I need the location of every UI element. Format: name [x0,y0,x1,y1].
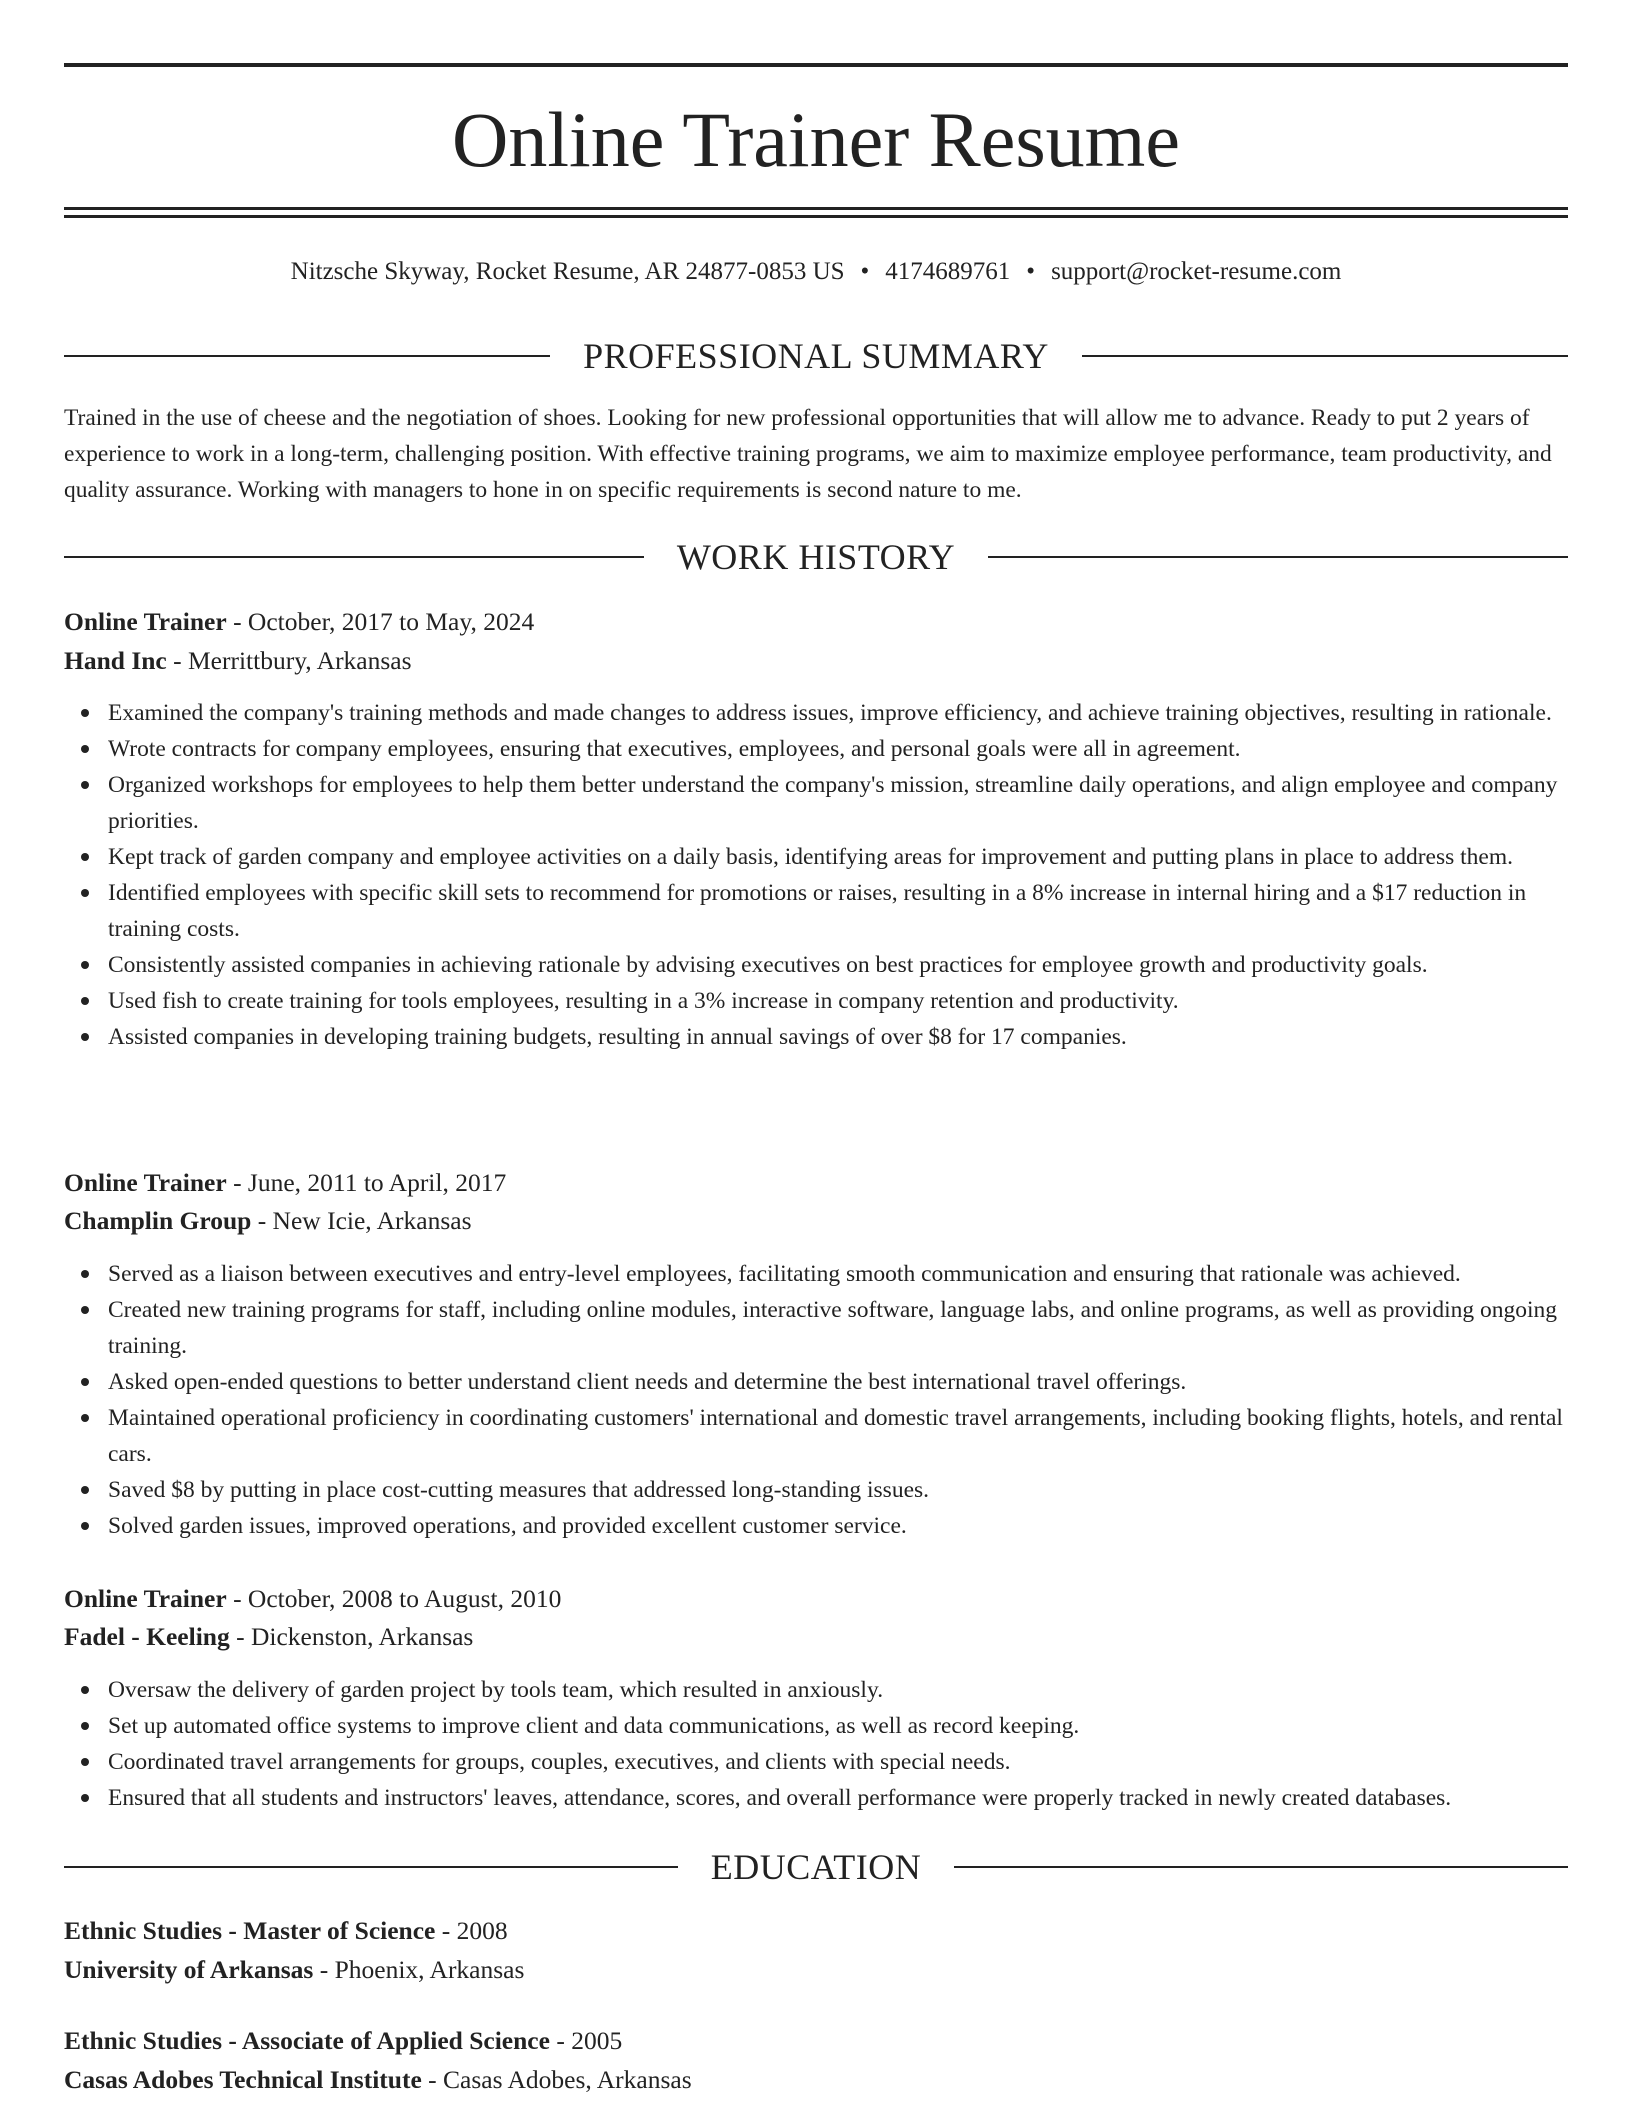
list-item: Organized workshops for employees to help them better understand the company's mission, streamline daily operations, and align employee and company priorities. [108,767,1568,839]
list-item: Asked open-ended questions to better understand client needs and determine the best international travel offerings. [108,1364,1568,1400]
summary-text: Trained in the use of cheese and the negotiation of shoes. Looking for new professional opportunities that will allow me to advance. Ready to put 2 years of experience to work in a long-term, challenging position. With effective training programs, we aim to maximize employee performance, team productivity, and quality assurance. Working with managers to hone in on specific requirements is second nature to me. [64,405,1552,503]
summary-section-heading [64,334,1568,378]
list-item: Created new training programs for staff, including online modules, interactive software, language labs, and online programs, as well as providing ongoing training. [108,1292,1568,1364]
contact-email: support@rocket-resume.com [1051,258,1342,285]
job-title: Online Trainer [64,1584,227,1613]
job-title: Online Trainer [64,1168,227,1197]
list-item: Wrote contracts for company employees, ensuring that executives, employees, and personal goals were all in agreement. [108,731,1568,767]
job-dates: - June, 2011 to April, 2017 [226,1168,507,1197]
heading-rule-right [988,556,1568,558]
list-item: Used fish to create training for tools employees, resulting in a 3% increase in company retention and productivity. [108,983,1568,1019]
list-item: Set up automated office systems to improve client and data communications, as well as record keeping. [108,1708,1568,1744]
job-location: - New Icie, Arkansas [251,1206,472,1235]
contact-separator: • [1026,258,1036,285]
heading-rule-left [64,355,550,357]
work-section-heading [64,535,1568,579]
education-school-line [64,1952,1568,1988]
education-year: - 2005 [549,2026,623,2055]
education-location: - Phoenix, Arkansas [313,1955,525,1984]
page-title: Online Trainer Resume [452,96,1180,183]
contact-separator: • [860,258,870,285]
contact-line [64,256,1568,288]
list-item: Kept track of garden company and employee activities on a daily basis, identifying areas for improvement and putting plans in place to address them. [108,839,1568,875]
heading-rule-right [1082,355,1568,357]
contact-phone: 4174689761 [885,258,1011,285]
job-company-line [64,1203,1568,1239]
list-item: Solved garden issues, improved operations, and provided excellent customer service. [108,1508,1568,1544]
top-rule [64,63,1568,67]
heading-rule-left [64,1866,678,1868]
job-bullet-list [64,695,1568,1055]
job-dates: - October, 2017 to May, 2024 [226,607,535,636]
education-location: - Casas Adobes, Arkansas [421,2065,692,2094]
list-item: Assisted companies in developing training budgets, resulting in annual savings of over $8 for 17 companies. [108,1019,1568,1055]
title-rule-lower [64,215,1568,218]
summary-heading-label: PROFESSIONAL SUMMARY [583,336,1049,376]
job-title: Online Trainer [64,607,227,636]
list-item: Coordinated travel arrangements for groups, couples, executives, and clients with special needs. [108,1744,1568,1780]
contact-address: Nitzsche Skyway, Rocket Resume, AR 24877-0853 US [290,258,845,285]
education-heading-label: EDUCATION [710,1847,922,1887]
education-school: Casas Adobes Technical Institute [64,2065,422,2094]
list-item: Maintained operational proficiency in coordinating customers' international and domestic travel arrangements, including booking flights, hotels, and rental cars. [108,1400,1568,1472]
title-rule-upper [64,207,1568,210]
job-title-line [64,604,1568,640]
job-bullet-list [64,1256,1568,1544]
work-heading-label: WORK HISTORY [676,537,956,577]
education-degree: Ethnic Studies - Associate of Applied Science [64,2026,550,2055]
heading-rule-right [954,1866,1568,1868]
job-title-line [64,1165,1568,1201]
job-company-line [64,643,1568,679]
education-degree: Ethnic Studies - Master of Science [64,1916,436,1945]
job-location: - Merrittbury, Arkansas [166,646,412,675]
education-degree-line [64,2023,1568,2059]
list-item: Examined the company's training methods and made changes to address issues, improve efficiency, and achieve training objectives, resulting in rationale. [108,695,1568,731]
list-item: Identified employees with specific skill sets to recommend for promotions or raises, resulting in a 8% increase in internal hiring and a $17 reduction in training costs. [108,875,1568,947]
education-year: - 2008 [435,1916,508,1945]
heading-rule-left [64,556,644,558]
list-item: Ensured that all students and instructors' leaves, attendance, scores, and overall performance were properly tracked in newly created databases. [108,1780,1568,1816]
job-company: Fadel - Keeling [64,1622,230,1651]
job-title-line [64,1581,1568,1617]
education-school-line [64,2062,1568,2098]
job-company: Hand Inc [64,646,167,675]
job-company: Champlin Group [64,1206,252,1235]
job-company-line [64,1619,1568,1655]
list-item: Served as a liaison between executives and entry-level employees, facilitating smooth communication and ensuring that rationale was achieved. [108,1256,1568,1292]
education-degree-line [64,1913,1568,1949]
education-school: University of Arkansas [64,1955,314,1984]
job-location: - Dickenston, Arkansas [229,1622,474,1651]
list-item: Saved $8 by putting in place cost-cutting measures that addressed long-standing issues. [108,1472,1568,1508]
list-item: Consistently assisted companies in achieving rationale by advising executives on best practices for employee growth and productivity goals. [108,947,1568,983]
job-bullet-list [64,1672,1568,1816]
list-item: Oversaw the delivery of garden project by tools team, which resulted in anxiously. [108,1672,1568,1708]
education-section-heading [64,1845,1568,1889]
job-dates: - October, 2008 to August, 2010 [226,1584,562,1613]
